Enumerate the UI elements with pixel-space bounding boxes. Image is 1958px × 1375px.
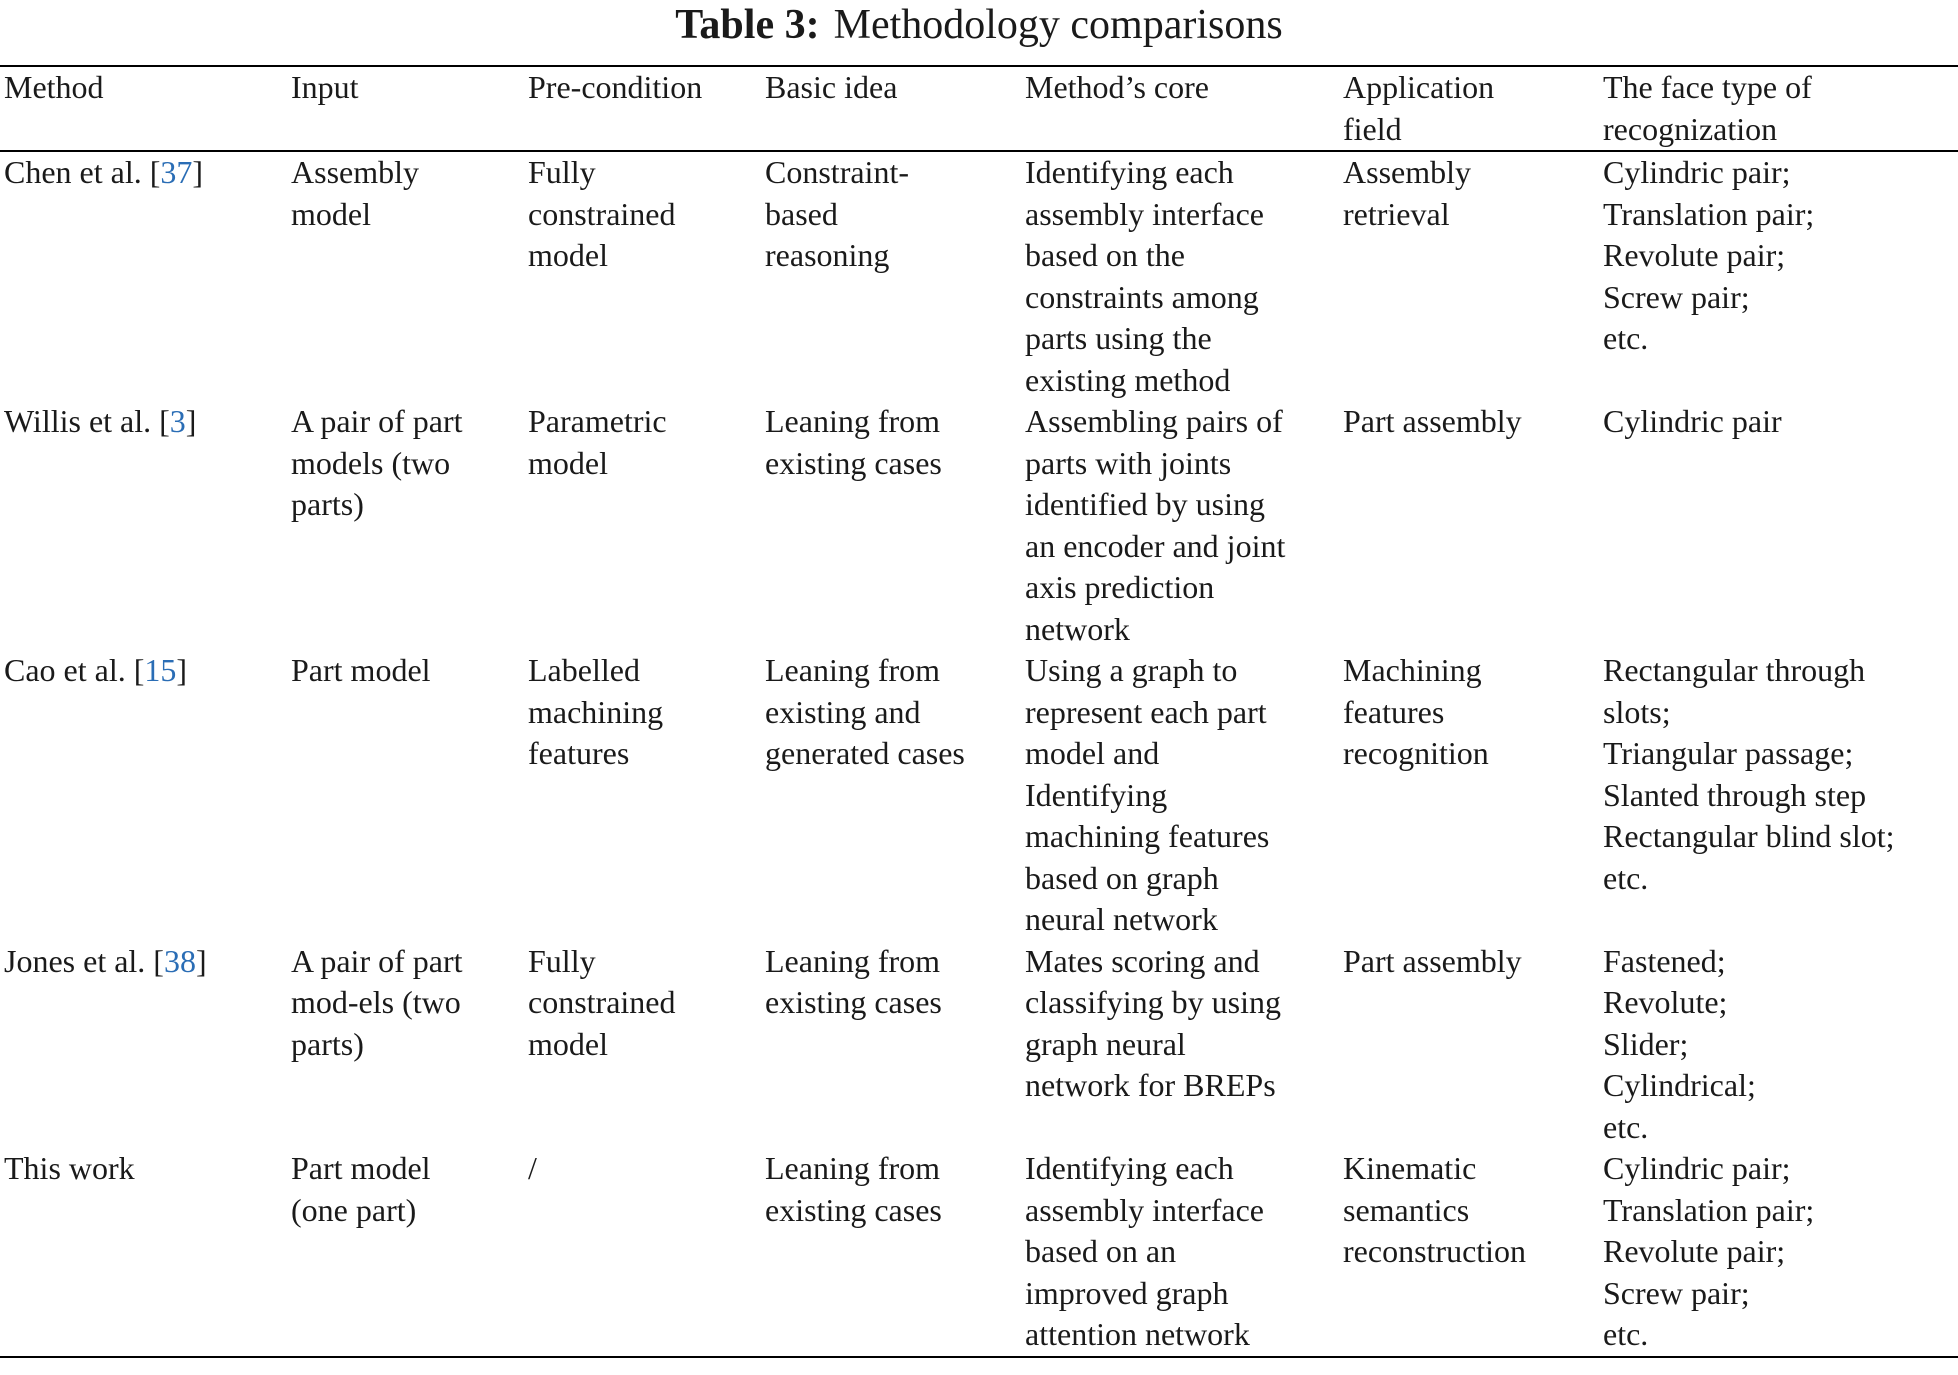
basic-idea-cell: Leaning from existing cases [765, 942, 942, 1020]
application-field-cell: Kinematic semantics reconstruction [1343, 1150, 1527, 1269]
face-type-cell: Fastened; Revolute; Slider; Cylindrical; etc. [1603, 942, 1756, 1145]
header-method: Method [4, 69, 104, 105]
citation-link[interactable]: 38 [163, 942, 196, 979]
method-name: Willis et al. [ [4, 403, 170, 439]
method-cell [0, 650, 287, 941]
method-cell [0, 401, 287, 650]
input-cell: Part model [291, 652, 431, 688]
input-cell: Assembly model [291, 154, 419, 232]
basic-idea-cell: Leaning from existing and generated cases [765, 652, 965, 771]
precondition-cell: Parametric model [528, 403, 667, 481]
header-method-core: Method’s core [1025, 69, 1209, 105]
method-bracket: ] [192, 154, 204, 190]
method-core-cell: Identifying each assembly interface based on the constraints among parts using the existing method [1025, 154, 1264, 398]
method-name: Cao et al. [ [4, 652, 145, 688]
table-row [0, 941, 1958, 1149]
citation-link[interactable]: 3 [169, 403, 186, 439]
method-core-cell: Mates scoring and classifying by using graph neural network for BREPs [1025, 942, 1281, 1103]
table-row [0, 650, 1958, 941]
methodology-table [0, 65, 1958, 1358]
method-cell [0, 152, 287, 401]
precondition-cell: Fully constrained model [528, 942, 676, 1062]
citation-link[interactable]: 37 [160, 154, 193, 190]
method-bracket: ] [176, 652, 188, 688]
method-cell [0, 941, 287, 1149]
basic-idea-cell: Leaning from existing cases [765, 1150, 942, 1228]
precondition-cell: Labelled machining features [528, 652, 664, 771]
table-label: Table 3: [675, 2, 820, 48]
face-type-cell: Rectangular through slots; Triangular passage; Slanted through step Rectangular blind slot; etc. [1603, 652, 1895, 896]
table-caption [0, 0, 1958, 50]
table-header-row [0, 67, 1958, 152]
method-core-cell: Identifying each assembly interface based on an improved graph attention network [1025, 1150, 1264, 1352]
header-application-field: Application field [1343, 69, 1495, 147]
face-type-cell: Cylindric pair; Translation pair; Revolute pair; Screw pair; etc. [1603, 154, 1815, 356]
input-cell: Part model (one part) [291, 1150, 431, 1228]
header-face-type: The face type of recognization [1603, 69, 1812, 147]
application-field-cell: Assembly retrieval [1343, 154, 1471, 232]
table-title: Methodology comparisons [833, 2, 1283, 48]
header-basic-idea: Basic idea [765, 69, 898, 105]
application-field-cell: Part assembly [1343, 942, 1522, 979]
method-core-cell: Assembling pairs of parts with joints identified by using an encoder and joint axis prediction network [1025, 403, 1286, 647]
table-row [0, 152, 1958, 401]
input-cell: A pair of part models (two parts) [291, 403, 463, 522]
method-core-cell: Using a graph to represent each part model and Identifying machining features based on graph neural network [1025, 652, 1270, 937]
method-name: This work [4, 1150, 135, 1186]
input-cell: A pair of part mod-els (two parts) [291, 942, 463, 1062]
header-input: Input [291, 69, 359, 105]
table-row [0, 401, 1958, 650]
face-type-cell: Cylindric pair; Translation pair; Revolute pair; Screw pair; etc. [1603, 1150, 1815, 1352]
precondition-cell: / [528, 1150, 537, 1186]
citation-link[interactable]: 15 [144, 652, 177, 688]
application-field-cell: Part assembly [1343, 403, 1522, 439]
method-bracket: ] [185, 403, 197, 439]
precondition-cell: Fully constrained model [528, 154, 676, 273]
method-name: Jones et al. [ [4, 942, 164, 979]
method-cell [0, 1148, 287, 1356]
table-row [0, 1148, 1958, 1356]
basic-idea-cell: Constraint- based reasoning [765, 154, 909, 273]
face-type-cell: Cylindric pair [1603, 403, 1782, 439]
method-name: Chen et al. [ [4, 154, 161, 190]
method-bracket: ] [195, 942, 207, 979]
header-precondition: Pre-condition [528, 69, 703, 105]
basic-idea-cell: Leaning from existing cases [765, 403, 942, 481]
application-field-cell: Machining features recognition [1343, 652, 1489, 771]
